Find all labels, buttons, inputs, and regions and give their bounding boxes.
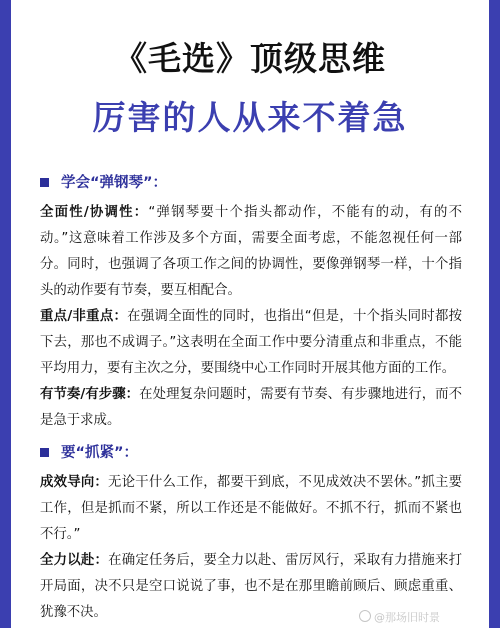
square-bullet-icon: [40, 448, 49, 457]
section-heading-label: 要“抓紧”：: [61, 445, 139, 461]
section-heading: [40, 170, 462, 196]
paragraph-term: 有节奏/有步骤：: [40, 387, 140, 402]
watermark-label: @那场旧时景: [374, 611, 440, 624]
square-bullet-icon: [40, 178, 49, 187]
header: [11, 0, 489, 150]
paragraph-text: “弹钢琴要十个指头都动作，不能有的动，有的不动。”这意味着工作涉及多个方面，需要全面考虑，不能忽视任何一部分。同时，也强调了各项工作之间的协调性，要像弹钢琴一样，十个指头的动作要有节奏，要互相配合。: [40, 205, 463, 298]
page-title: 《毛选》顶级思维: [114, 39, 386, 78]
paragraph-term: 全面性/协调性：: [40, 205, 149, 220]
paragraph-text: 在处理复杂问题时，需要有节奏、有步骤地进行，而不是急于求成。: [40, 387, 463, 428]
section-heading: [40, 440, 462, 466]
paragraph: [40, 470, 462, 548]
paragraph-term: 成效导向：: [40, 475, 109, 490]
weibo-icon: [359, 610, 371, 622]
paragraph-text: 无论干什么工作，都要干到底，不见成效决不罢休。”抓主要工作，但是抓而不紧，所以工作还是不能做好。不抓不行，抓而不紧也不行。”: [40, 475, 462, 542]
paragraph: [40, 382, 462, 434]
article-body: [40, 168, 462, 626]
paragraph: [40, 200, 462, 304]
paragraph-term: 全力以赴：: [40, 553, 109, 568]
left-frame-bar: [0, 0, 11, 628]
paragraph-text: 在确定任务后，要全力以赴、雷厉风行，采取有力措施来打开局面，决不只是空口说说了事，也不是在那里瞻前顾后、顾虑重重、犹豫不决。: [40, 553, 463, 620]
right-frame-bar: [489, 0, 500, 628]
paragraph-term: 重点/非重点：: [40, 309, 128, 324]
paragraph: [40, 304, 462, 382]
page-subtitle: 厉害的人从来不着急: [92, 98, 408, 137]
section-heading-label: 学会“弹钢琴”：: [61, 175, 168, 191]
watermark: [359, 609, 440, 625]
paragraph-text: 在强调全面性的同时，也指出“但是，十个指头同时都按下去，那也不成调子。”这表明在全面工作中要分清重点和非重点，不能平均用力，要有主次之分，要围绕中心工作同时开展其他方面的工作。: [40, 309, 463, 376]
